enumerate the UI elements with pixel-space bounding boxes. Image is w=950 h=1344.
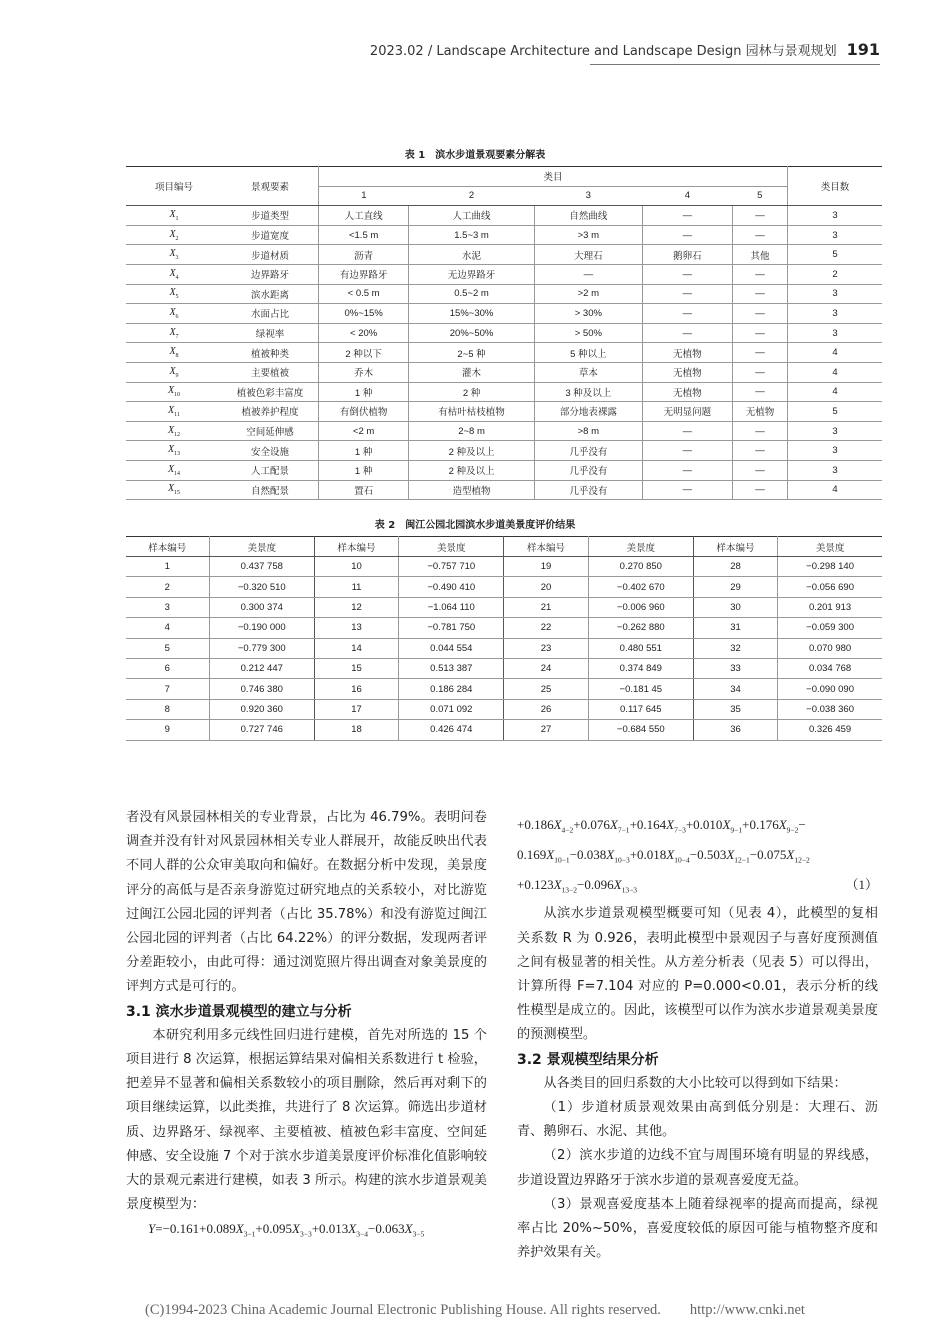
sbe-value: −0.181 45 (588, 679, 693, 699)
th-sample-id: 样本编号 (693, 537, 777, 557)
paragraph: （2）滨水步道的边线不宜与周围环境有明显的界线感，步道设置边界路牙于滨水步道的景观喜爱度无益。 (517, 1148, 878, 1188)
item-symbol: X (167, 483, 175, 495)
sample-id: 28 (693, 557, 777, 577)
paragraph: （1）步道材质景观效果由高到低分别是：大理石、沥青、鹅卵石、水泥、其他。 (517, 1100, 878, 1140)
table1-caption: 表 1 滨水步道景观要素分解表 (404, 150, 546, 161)
element-name: 滨水距离 (222, 284, 319, 304)
category-cell: — (534, 264, 642, 284)
element-name: 空间延伸感 (222, 421, 319, 441)
th-sbe: 美景度 (778, 537, 882, 557)
category-cell: 2~5 种 (409, 343, 535, 363)
category-cell: 人工直线 (319, 206, 409, 226)
running-header (370, 40, 880, 59)
category-count: 5 (788, 402, 883, 422)
sample-id: 18 (314, 720, 398, 740)
category-cell: 无明显问题 (642, 402, 732, 422)
equation-line-3: $0.169X_{10-1}-0.038X_{10-3}+0.018X_{10-4}-0.503X_{12-1}-0.075X_{12-2}$ (517, 846, 810, 865)
item-subscript: 6 (175, 313, 179, 320)
item-symbol: X (169, 228, 176, 240)
item-subscript: 3 (175, 255, 179, 262)
table-row (126, 480, 882, 500)
category-cell: 水泥 (409, 245, 535, 265)
category-cell: 2 种 (409, 382, 535, 402)
category-cell: — (733, 421, 788, 441)
table-row (126, 638, 882, 658)
element-name: 边界路牙 (222, 264, 319, 284)
category-cell: 0%~15% (319, 304, 409, 324)
item-symbol: X (169, 248, 176, 260)
table-row (126, 323, 882, 343)
table-row (126, 245, 882, 265)
item-symbol: X (169, 326, 176, 338)
category-cell: 2 种以下 (319, 343, 409, 363)
element-name: 安全设施 (222, 441, 319, 461)
item-symbol: X (169, 365, 176, 377)
sbe-value: −0.490 410 (399, 577, 504, 597)
category-cell: < 0.5 m (319, 284, 409, 304)
category-cell: 15%~30% (409, 304, 535, 324)
item-id (126, 284, 222, 304)
sbe-value: −0.006 960 (588, 597, 693, 617)
item-id (126, 304, 222, 324)
sbe-value: −0.402 670 (588, 577, 693, 597)
element-name: 植被养护程度 (222, 402, 319, 422)
table-row (126, 618, 882, 638)
equation-line-1: $Y=-0.161+0.089X_{3-1}+0.095X_{3-3}+0.013X_{3-4}-0.063X_{3-5}$ (148, 1221, 425, 1240)
category-cell: 灌木 (409, 362, 535, 382)
category-cell: — (642, 225, 732, 245)
category-cell: — (733, 362, 788, 382)
category-count: 3 (788, 206, 883, 226)
sbe-value: 0.727 746 (209, 720, 314, 740)
sample-id: 4 (126, 618, 209, 638)
category-cell: 置石 (319, 480, 409, 500)
table-row (126, 441, 882, 461)
category-cell: 无植物 (642, 362, 732, 382)
category-count: 2 (788, 264, 883, 284)
table-row (126, 225, 882, 245)
sample-id: 5 (126, 638, 209, 658)
table-row (126, 699, 882, 719)
item-symbol: X (167, 385, 175, 397)
item-subscript: 10 (174, 392, 181, 399)
item-subscript: 7 (175, 333, 179, 340)
item-subscript: 4 (175, 274, 179, 281)
category-cell: — (642, 304, 732, 324)
category-cell: > 30% (534, 304, 642, 324)
category-cell: 草本 (534, 362, 642, 382)
th-sample-id: 样本编号 (504, 537, 588, 557)
sbe-value: 0.426 474 (399, 720, 504, 740)
category-count: 3 (788, 460, 883, 480)
item-subscript: 1 (175, 215, 179, 222)
category-cell: 有枯叶枯枝植物 (409, 402, 535, 422)
item-symbol: X (169, 287, 176, 299)
category-cell: — (642, 460, 732, 480)
category-cell: 无植物 (642, 343, 732, 363)
category-cell: 1 种 (319, 382, 409, 402)
sample-id: 19 (504, 557, 588, 577)
category-count: 3 (788, 304, 883, 324)
sample-id: 30 (693, 597, 777, 617)
th-category: 类目 (319, 167, 788, 187)
right-column (517, 813, 878, 1265)
paragraph: 从各类目的回归系数的大小比较可以得到如下结果： (543, 1075, 847, 1091)
th-sample-id: 样本编号 (126, 537, 209, 557)
item-subscript: 14 (174, 470, 181, 477)
sample-id: 20 (504, 577, 588, 597)
category-count: 4 (788, 480, 883, 500)
sbe-value: 0.071 092 (399, 699, 504, 719)
item-subscript: 11 (174, 411, 180, 418)
sample-id: 34 (693, 679, 777, 699)
element-name: 水面占比 (222, 304, 319, 324)
th-sbe: 美景度 (588, 537, 693, 557)
sample-id: 8 (126, 699, 209, 719)
table-row (126, 382, 882, 402)
sbe-value: 0.920 360 (209, 699, 314, 719)
sample-id: 16 (314, 679, 398, 699)
sbe-value: 0.437 758 (209, 557, 314, 577)
sample-id: 22 (504, 618, 588, 638)
sbe-value: −0.779 300 (209, 638, 314, 658)
item-symbol: X (168, 404, 175, 416)
item-id (126, 323, 222, 343)
sample-id: 1 (126, 557, 209, 577)
category-cell: 几乎没有 (534, 460, 642, 480)
section-heading-3-1: 3.1 滨水步道景观模型的建立与分析 (126, 1003, 352, 1020)
element-name: 绿视率 (222, 323, 319, 343)
equation-number: （1） (845, 876, 878, 892)
item-symbol: X (169, 267, 176, 279)
item-id (126, 343, 222, 363)
sample-id: 35 (693, 699, 777, 719)
sbe-value: −0.056 690 (778, 577, 882, 597)
th-category-3: 3 (534, 186, 642, 206)
item-symbol: X (169, 208, 176, 220)
sample-id: 25 (504, 679, 588, 699)
category-cell: — (642, 421, 732, 441)
th-category-5: 5 (733, 186, 788, 206)
category-cell: 几乎没有 (534, 480, 642, 500)
sbe-value: −0.090 090 (778, 679, 882, 699)
category-cell: 无植物 (733, 402, 788, 422)
element-name: 主要植被 (222, 362, 319, 382)
item-subscript: 9 (175, 372, 179, 379)
element-name: 步道类型 (222, 206, 319, 226)
item-id (126, 460, 222, 480)
element-name: 植被色彩丰富度 (222, 382, 319, 402)
table-row (126, 284, 882, 304)
element-name: 步道材质 (222, 245, 319, 265)
category-cell: 大理石 (534, 245, 642, 265)
category-cell: 有边界路牙 (319, 264, 409, 284)
category-cell: — (733, 225, 788, 245)
left-column (126, 806, 487, 1247)
category-count: 4 (788, 382, 883, 402)
sample-id: 10 (314, 557, 398, 577)
sbe-value: 0.070 980 (778, 638, 882, 658)
category-cell: — (733, 284, 788, 304)
item-id (126, 382, 222, 402)
element-name: 步道宽度 (222, 225, 319, 245)
category-cell: 2 种及以上 (409, 460, 535, 480)
category-cell: 部分地表裸露 (534, 402, 642, 422)
category-cell: — (642, 264, 732, 284)
category-cell: — (733, 382, 788, 402)
paragraph: 从滨水步道景观模型概要可知（见表 4），此模型的复相关系数 R 为 0.926，表明此模型中景观因子与喜好度预测值之间有极显著的相关性。从方差分析表（见表 5）可以得出，计算所得 F=7.104 对应的 P=0.000<0.01，表示分析的线性模型是成立的。因此，该模型可以作为滨水步道景观美景度的预测模型。 (517, 906, 878, 1043)
sample-id: 24 (504, 658, 588, 678)
category-cell: 20%~50% (409, 323, 535, 343)
item-subscript: 15 (174, 490, 181, 497)
item-id (126, 441, 222, 461)
sample-id: 9 (126, 720, 209, 740)
category-cell: — (642, 480, 732, 500)
sbe-value: −0.298 140 (778, 557, 882, 577)
sample-id: 12 (314, 597, 398, 617)
category-count: 3 (788, 421, 883, 441)
item-id (126, 245, 222, 265)
sbe-value: −0.262 880 (588, 618, 693, 638)
sample-id: 13 (314, 618, 398, 638)
category-cell: < 20% (319, 323, 409, 343)
table-row (126, 264, 882, 284)
table-row (126, 206, 882, 226)
th-sbe: 美景度 (209, 537, 314, 557)
sbe-value: 0.746 380 (209, 679, 314, 699)
sbe-value: 0.212 447 (209, 658, 314, 678)
sample-id: 23 (504, 638, 588, 658)
table-row (126, 679, 882, 699)
journal-title: 2023.02 / Landscape Architecture and Landscape Design 园林与景观规划 (369, 44, 837, 59)
category-cell: — (733, 343, 788, 363)
paragraph: 本研究利用多元线性回归进行建模，首先对所选的 15 个项目进行 8 次运算，根据运算结果对偏相关系数进行 t 检验，把差异不显著和偏相关系数较小的项目删除，然后再对剩下的项目继续运算，以此类推，共进行了 8 次运算。筛选出步道材质、边界路牙、绿视率、主要植被、植被色彩丰富度、空间延伸感、安全设施 7 个对于滨水步道美景度评价标准化值影响较大的景观元素进行建模，如表 3 所示。构建的滨水步道景观美景度模型为： (126, 1027, 487, 1213)
sample-id: 27 (504, 720, 588, 740)
category-cell: — (642, 441, 732, 461)
item-id (126, 225, 222, 245)
paragraph: （3）景观喜爱度基本上随着绿视率的提高而提高，绿视率占比 20%~50%，喜爱度较低的原因可能与植物整齐度和养护效果有关。 (517, 1196, 878, 1261)
category-cell: >2 m (534, 284, 642, 304)
element-name: 人工配景 (222, 460, 319, 480)
item-subscript: 2 (175, 235, 179, 242)
sbe-value: −0.684 550 (588, 720, 693, 740)
table-row (126, 597, 882, 617)
item-symbol: X (169, 346, 176, 358)
category-cell: — (733, 206, 788, 226)
sample-id: 6 (126, 658, 209, 678)
category-cell: 无边界路牙 (409, 264, 535, 284)
category-cell: 1 种 (319, 460, 409, 480)
sbe-value: 0.270 850 (588, 557, 693, 577)
category-count: 4 (788, 362, 883, 382)
element-name: 植被种类 (222, 343, 319, 363)
category-count: 3 (788, 441, 883, 461)
item-id (126, 206, 222, 226)
th-sbe: 美景度 (399, 537, 504, 557)
category-cell: 无植物 (642, 382, 732, 402)
sample-id: 32 (693, 638, 777, 658)
category-cell: 3 种及以上 (534, 382, 642, 402)
page-number: 191 (846, 40, 880, 59)
table2-caption: 表 2 闽江公园北园滨水步道美景度评价结果 (374, 520, 576, 531)
item-subscript: 13 (174, 451, 181, 458)
table-row (126, 362, 882, 382)
table-row (126, 460, 882, 480)
category-cell: 造型植物 (409, 480, 535, 500)
table-row (126, 658, 882, 678)
th-element: 景观要素 (222, 167, 319, 206)
table-row (126, 343, 882, 363)
category-cell: 2~8 m (409, 421, 535, 441)
category-count: 3 (788, 323, 883, 343)
th-sample-id: 样本编号 (314, 537, 398, 557)
table1-landscape-elements (126, 166, 882, 500)
item-id (126, 421, 222, 441)
category-cell: 乔木 (319, 362, 409, 382)
sample-id: 14 (314, 638, 398, 658)
category-count: 3 (788, 284, 883, 304)
category-cell: >8 m (534, 421, 642, 441)
sample-id: 17 (314, 699, 398, 719)
category-count: 3 (788, 225, 883, 245)
category-cell: 有倒伏植物 (319, 402, 409, 422)
category-cell: — (733, 304, 788, 324)
item-id (126, 402, 222, 422)
category-cell: 5 种以上 (534, 343, 642, 363)
sbe-value: −1.064 110 (399, 597, 504, 617)
item-symbol: X (169, 306, 176, 318)
th-category-4: 4 (642, 186, 732, 206)
category-count: 4 (788, 343, 883, 363)
sbe-value: −0.781 750 (399, 618, 504, 638)
category-cell: — (642, 323, 732, 343)
category-cell: — (733, 480, 788, 500)
category-cell: 几乎没有 (534, 441, 642, 461)
table-row (126, 577, 882, 597)
sbe-value: 0.513 387 (399, 658, 504, 678)
sbe-value: −0.320 510 (209, 577, 314, 597)
table-row (126, 557, 882, 577)
equation-line-2: $+0.186X_{4-2}+0.076X_{7-1}+0.164X_{7-3}+0.010X_{9-1}+0.176X_{9-2}-$ (517, 817, 806, 835)
category-count: 5 (788, 245, 883, 265)
sample-id: 2 (126, 577, 209, 597)
sample-id: 15 (314, 658, 398, 678)
section-heading-3-2: 3.2 景观模型结果分析 (517, 1051, 659, 1068)
sbe-value: 0.201 913 (778, 597, 882, 617)
sbe-value: −0.038 360 (778, 699, 882, 719)
th-category-count: 类目数 (788, 167, 883, 206)
paragraph: 者没有风景园林相关的专业背景，占比为 46.79%。表明问卷调查并没有针对风景园林相关专业人群展开，故能反映出代表不同人群的公众审美取向和偏好。在数据分析中发现，美景度评分的高低与是否亲身游览过研究地点的关系较小，对比游览过闽江公园北园的评判者（占比 35.78%）和没有游览过闽江公园北园的评判者（占比 64.22%）的评分数据，发现两者评分差距较小，由此可得：通过浏览照片得出调查对象美景度的评判方式是可行的。 (126, 810, 487, 995)
copyright-footer: (C)1994-2023 China Academic Journal Electronic Publishing House. All rights reserved. http://www.cnki.net (145, 1302, 805, 1318)
category-cell: 鹅卵石 (642, 245, 732, 265)
category-cell: 人工曲线 (409, 206, 535, 226)
sample-id: 36 (693, 720, 777, 740)
category-cell: — (733, 323, 788, 343)
sample-id: 7 (126, 679, 209, 699)
category-cell: <1.5 m (319, 225, 409, 245)
sbe-value: 0.117 645 (588, 699, 693, 719)
sbe-value: −0.757 710 (399, 557, 504, 577)
sbe-value: 0.044 554 (399, 638, 504, 658)
sbe-value: −0.059 300 (778, 618, 882, 638)
sample-id: 31 (693, 618, 777, 638)
category-cell: >3 m (534, 225, 642, 245)
item-id (126, 362, 222, 382)
item-symbol: X (167, 444, 175, 456)
sample-id: 29 (693, 577, 777, 597)
sbe-value: 0.300 374 (209, 597, 314, 617)
category-cell: 沥青 (319, 245, 409, 265)
sbe-value: −0.190 000 (209, 618, 314, 638)
table-row (126, 421, 882, 441)
item-id (126, 264, 222, 284)
category-cell: 0.5~2 m (409, 284, 535, 304)
item-subscript: 5 (175, 294, 179, 301)
sbe-value: 0.480 551 (588, 638, 693, 658)
category-cell: > 50% (534, 323, 642, 343)
equation-line-4: $+0.123X_{13-2}-0.096X_{13-3}$ （1） (517, 873, 878, 903)
category-cell: — (642, 284, 732, 304)
sbe-value: 0.186 284 (399, 679, 504, 699)
header-rule (590, 64, 880, 65)
category-cell: <2 m (319, 421, 409, 441)
category-cell: 1 种 (319, 441, 409, 461)
item-subscript: 8 (175, 353, 179, 360)
sbe-value: 0.326 459 (778, 720, 882, 740)
category-cell: 自然曲线 (534, 206, 642, 226)
element-name: 自然配景 (222, 480, 319, 500)
table-row (126, 720, 882, 740)
category-cell: — (733, 264, 788, 284)
item-symbol: X (167, 424, 175, 436)
table2-sbe-results (126, 536, 882, 741)
sbe-value: 0.034 768 (778, 658, 882, 678)
table-row (126, 304, 882, 324)
table-row (126, 402, 882, 422)
item-id (126, 480, 222, 500)
sample-id: 21 (504, 597, 588, 617)
sample-id: 11 (314, 577, 398, 597)
item-symbol: X (167, 463, 175, 475)
sample-id: 33 (693, 658, 777, 678)
sbe-value: 0.374 849 (588, 658, 693, 678)
category-cell: — (733, 460, 788, 480)
sample-id: 3 (126, 597, 209, 617)
category-cell: 2 种及以上 (409, 441, 535, 461)
category-cell: — (642, 206, 732, 226)
th-item-id: 项目编号 (126, 167, 222, 206)
category-cell: 1.5~3 m (409, 225, 535, 245)
th-category-1: 1 (319, 186, 409, 206)
category-cell: 其他 (733, 245, 788, 265)
category-cell: — (733, 441, 788, 461)
sample-id: 26 (504, 699, 588, 719)
th-category-2: 2 (409, 186, 535, 206)
item-subscript: 12 (174, 431, 181, 438)
